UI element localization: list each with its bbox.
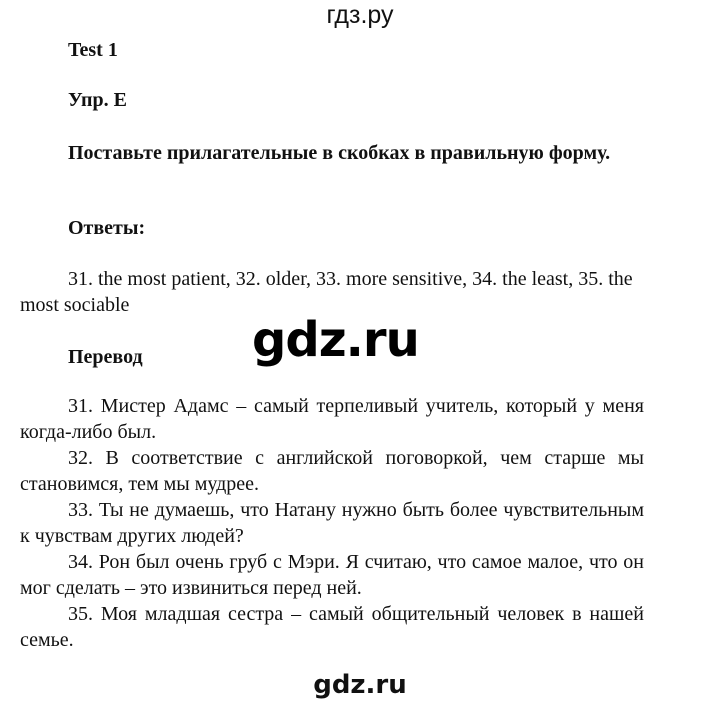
translation-item-35: 35. Моя младшая сестра – самый общительный человек в нашей семье. xyxy=(20,603,644,651)
footer-watermark: gdz.ru xyxy=(313,670,407,700)
translation-label: Перевод xyxy=(68,346,143,368)
site-header: гдз.ру xyxy=(326,1,394,29)
translation-list xyxy=(20,393,644,653)
watermark-logo: gdz.ru xyxy=(252,312,419,368)
translation-item-31: 31. Мистер Адамс – самый терпеливый учитель, который у меня когда-либо был. xyxy=(20,395,644,443)
answers-text: 31. the most patient, 32. older, 33. more sensitive, 34. the least, 35. the most sociable xyxy=(20,268,633,316)
translation-item-33: 33. Ты не думаешь, что Натану нужно быть более чувствительным к чувствам других людей? xyxy=(20,499,644,547)
translation-item-34: 34. Рон был очень груб с Мэри. Я считаю, что самое малое, что он мог сделать – это извиниться перед ней. xyxy=(20,551,644,599)
exercise-label: Упр. E xyxy=(68,89,128,111)
test-title: Test 1 xyxy=(68,39,118,61)
translation-item-32: 32. В соответствие с английской поговоркой, чем старше мы становимся, тем мы мудрее. xyxy=(20,447,644,495)
answers-label: Ответы: xyxy=(68,217,146,239)
task-instruction: Поставьте прилагательные в скобках в правильную форму. xyxy=(68,142,611,164)
